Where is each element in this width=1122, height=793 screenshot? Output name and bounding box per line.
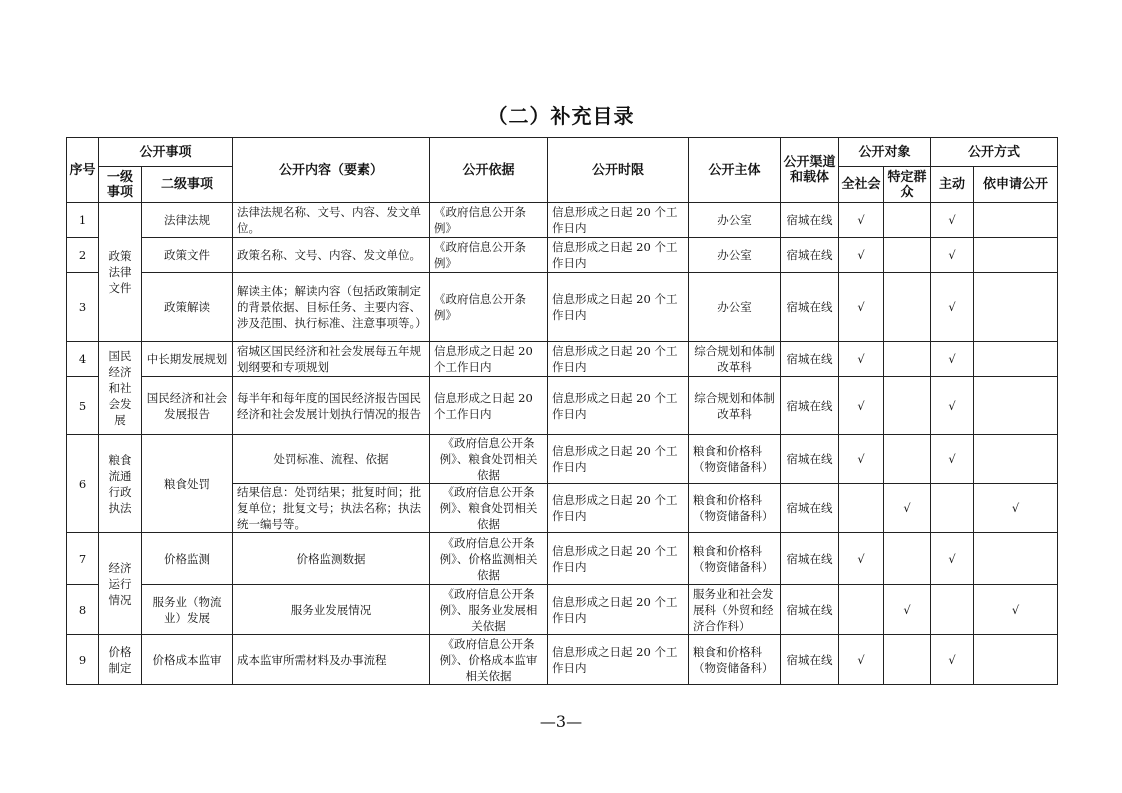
row-subject: 粮食和价格科（物资储备科） <box>689 435 781 484</box>
header-m-active: 主动 <box>931 167 974 203</box>
row-m-request: √ <box>974 585 1058 635</box>
row-m-active: √ <box>931 238 974 273</box>
header-subject: 公开主体 <box>689 138 781 203</box>
row-subject: 综合规划和体制改革科 <box>689 342 781 377</box>
row-m-active: √ <box>931 635 974 685</box>
row-m-request <box>974 435 1058 484</box>
row-content: 法律法规名称、文号、内容、发文单位。 <box>233 203 430 238</box>
row-channel: 宿城在线 <box>781 377 839 435</box>
group-label: 政策法律文件 <box>99 203 142 342</box>
row-deadline: 信息形成之日起 20 个工作日内 <box>548 342 689 377</box>
row-content: 成本监审所需材料及办事流程 <box>233 635 430 685</box>
row-basis: 信息形成之日起 20 个工作日内 <box>430 377 548 435</box>
row-aud-all: √ <box>839 377 884 435</box>
row-m-request <box>974 238 1058 273</box>
row-deadline: 信息形成之日起 20 个工作日内 <box>548 484 689 533</box>
row-subject: 办公室 <box>689 203 781 238</box>
row-aud-all: √ <box>839 635 884 685</box>
row-no: 1 <box>67 203 99 238</box>
row-subject: 服务业和社会发展科（外贸和经济合作科） <box>689 585 781 635</box>
row-m-active: √ <box>931 342 974 377</box>
row-m-active: √ <box>931 273 974 342</box>
row-deadline: 信息形成之日起 20 个工作日内 <box>548 273 689 342</box>
row-m-active <box>931 484 974 533</box>
header-items: 公开事项 <box>99 138 233 167</box>
row-content: 解读主体；解读内容（包括政策制定的背景依据、目标任务、主要内容、涉及范围、执行标准、注意事项等。） <box>233 273 430 342</box>
group-label: 粮食流通行政执法 <box>99 435 142 533</box>
row-m-active: √ <box>931 533 974 585</box>
row-basis: 《政府信息公开条例》、服务业发展相关依据 <box>430 585 548 635</box>
row-m-request <box>974 342 1058 377</box>
row-level2: 服务业（物流业）发展 <box>142 585 233 635</box>
header-channel: 公开渠道和载体 <box>781 138 839 203</box>
row-aud-specific <box>884 435 931 484</box>
row-m-active <box>931 585 974 635</box>
row-subject: 粮食和价格科（物资储备科） <box>689 635 781 685</box>
table-row <box>67 342 1058 377</box>
row-deadline: 信息形成之日起 20 个工作日内 <box>548 203 689 238</box>
header-deadline: 公开时限 <box>548 138 689 203</box>
row-content: 政策名称、文号、内容、发文单位。 <box>233 238 430 273</box>
row-aud-specific <box>884 342 931 377</box>
row-level2: 政策文件 <box>142 238 233 273</box>
row-channel: 宿城在线 <box>781 238 839 273</box>
row-aud-all <box>839 484 884 533</box>
row-deadline: 信息形成之日起 20 个工作日内 <box>548 585 689 635</box>
row-basis: 《政府信息公开条例》 <box>430 238 548 273</box>
header-method: 公开方式 <box>931 138 1058 167</box>
row-channel: 宿城在线 <box>781 635 839 685</box>
header-seq: 序号 <box>67 138 99 203</box>
row-content: 价格监测数据 <box>233 533 430 585</box>
page-number: —3— <box>539 712 583 731</box>
row-aud-all <box>839 585 884 635</box>
row-content: 服务业发展情况 <box>233 585 430 635</box>
row-level2: 政策解读 <box>142 273 233 342</box>
row-no: 3 <box>67 273 99 342</box>
row-basis: 《政府信息公开条例》 <box>430 273 548 342</box>
row-no: 2 <box>67 238 99 273</box>
row-content: 宿城区国民经济和社会发展每五年规划纲要和专项规划 <box>233 342 430 377</box>
row-aud-all: √ <box>839 435 884 484</box>
row-level2: 中长期发展规划 <box>142 342 233 377</box>
header-level2: 二级事项 <box>142 167 233 203</box>
row-m-request: √ <box>974 484 1058 533</box>
row-basis: 《政府信息公开条例》、粮食处罚相关依据 <box>430 435 548 484</box>
row-aud-specific <box>884 238 931 273</box>
row-aud-all: √ <box>839 238 884 273</box>
row-basis: 《政府信息公开条例》、价格成本监审相关依据 <box>430 635 548 685</box>
row-deadline: 信息形成之日起 20 个工作日内 <box>548 435 689 484</box>
row-content: 每半年和每年度的国民经济报告国民经济和社会发展计划执行情况的报告 <box>233 377 430 435</box>
table-row <box>67 585 1058 635</box>
row-aud-all: √ <box>839 342 884 377</box>
row-m-active: √ <box>931 435 974 484</box>
row-m-request <box>974 203 1058 238</box>
header-aud-specific: 特定群众 <box>884 167 931 203</box>
row-m-active: √ <box>931 203 974 238</box>
row-subject: 办公室 <box>689 273 781 342</box>
header-aud-all: 全社会 <box>839 167 884 203</box>
row-deadline: 信息形成之日起 20 个工作日内 <box>548 533 689 585</box>
header-level1: 一级事项 <box>99 167 142 203</box>
header-content: 公开内容（要素） <box>233 138 430 203</box>
row-aud-specific <box>884 377 931 435</box>
group-label: 经济运行情况 <box>99 533 142 635</box>
table-row <box>67 238 1058 273</box>
row-channel: 宿城在线 <box>781 484 839 533</box>
row-channel: 宿城在线 <box>781 533 839 585</box>
row-aud-specific <box>884 533 931 585</box>
row-aud-specific <box>884 273 931 342</box>
row-channel: 宿城在线 <box>781 273 839 342</box>
row-level2: 法律法规 <box>142 203 233 238</box>
row-deadline: 信息形成之日起 20 个工作日内 <box>548 635 689 685</box>
row-no: 6 <box>67 435 99 533</box>
row-no: 4 <box>67 342 99 377</box>
row-no: 5 <box>67 377 99 435</box>
row-channel: 宿城在线 <box>781 203 839 238</box>
row-content: 结果信息：处罚结果；批复时间；批复单位；批复文号；执法名称；执法统一编号等。 <box>233 484 430 533</box>
table-row <box>67 377 1058 435</box>
row-m-request <box>974 273 1058 342</box>
row-m-active: √ <box>931 377 974 435</box>
table-row <box>67 203 1058 238</box>
row-channel: 宿城在线 <box>781 435 839 484</box>
row-aud-specific: √ <box>884 585 931 635</box>
row-m-request <box>974 533 1058 585</box>
row-subject: 粮食和价格科（物资储备科） <box>689 484 781 533</box>
row-level2: 价格监测 <box>142 533 233 585</box>
row-channel: 宿城在线 <box>781 342 839 377</box>
row-aud-all: √ <box>839 533 884 585</box>
row-aud-specific <box>884 203 931 238</box>
header-basis: 公开依据 <box>430 138 548 203</box>
row-basis: 《政府信息公开条例》 <box>430 203 548 238</box>
header-row <box>67 138 1058 167</box>
row-no: 8 <box>67 585 99 635</box>
row-channel: 宿城在线 <box>781 585 839 635</box>
row-subject: 办公室 <box>689 238 781 273</box>
row-no: 7 <box>67 533 99 585</box>
row-aud-specific <box>884 635 931 685</box>
row-level2: 价格成本监审 <box>142 635 233 685</box>
page-title: （二）补充目录 <box>487 104 635 128</box>
table-row <box>67 435 1058 484</box>
row-subject: 粮食和价格科（物资储备科） <box>689 533 781 585</box>
group-label: 国民经济和社会发展 <box>99 342 142 435</box>
row-basis: 信息形成之日起 20 个工作日内 <box>430 342 548 377</box>
row-basis: 《政府信息公开条例》、粮食处罚相关依据 <box>430 484 548 533</box>
row-m-request <box>974 635 1058 685</box>
row-deadline: 信息形成之日起 20 个工作日内 <box>548 238 689 273</box>
table-row <box>67 635 1058 685</box>
catalog-table <box>66 137 1058 685</box>
row-level2: 粮食处罚 <box>142 435 233 533</box>
row-content: 处罚标准、流程、依据 <box>233 435 430 484</box>
row-aud-all: √ <box>839 203 884 238</box>
table-row <box>67 273 1058 342</box>
row-level2: 国民经济和社会发展报告 <box>142 377 233 435</box>
header-audience: 公开对象 <box>839 138 931 167</box>
row-m-request <box>974 377 1058 435</box>
row-aud-all: √ <box>839 273 884 342</box>
row-no: 9 <box>67 635 99 685</box>
header-m-request: 依申请公开 <box>974 167 1058 203</box>
row-aud-specific: √ <box>884 484 931 533</box>
row-subject: 综合规划和体制改革科 <box>689 377 781 435</box>
group-label: 价格制定 <box>99 635 142 685</box>
table-row <box>67 533 1058 585</box>
row-deadline: 信息形成之日起 20 个工作日内 <box>548 377 689 435</box>
row-basis: 《政府信息公开条例》、价格监测相关依据 <box>430 533 548 585</box>
